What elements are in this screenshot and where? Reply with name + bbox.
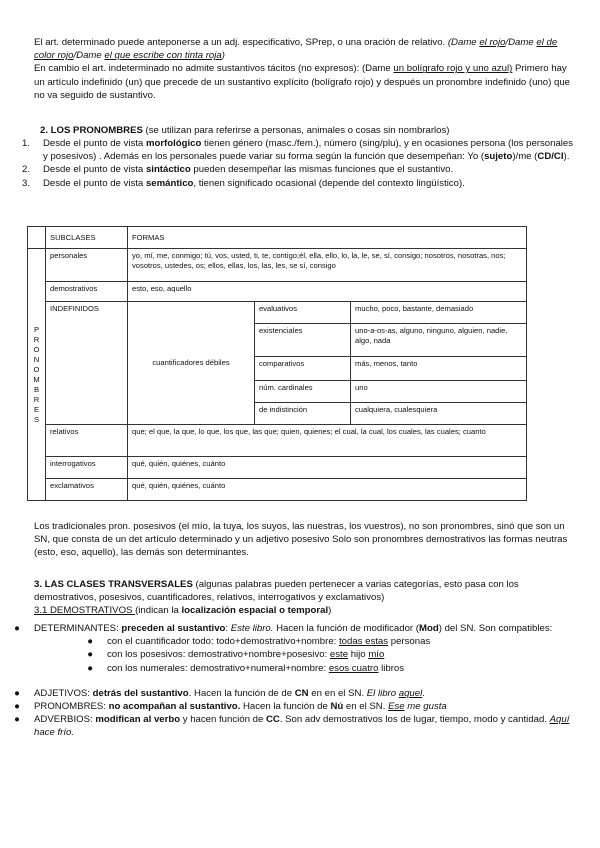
bullet-icon: ● bbox=[14, 623, 20, 634]
bullet-icon: ● bbox=[87, 649, 93, 661]
table-row: de indistinción cualquiera, cualesquiera bbox=[28, 403, 527, 425]
pronoun-points-list bbox=[22, 137, 578, 190]
bullet-icon: ● bbox=[14, 714, 20, 726]
table-row: INDEFINIDOS cuantificadores débiles evaluativos mucho, poco, bastante, demasiado bbox=[28, 302, 527, 324]
intro-paragraph-2: En cambio el art. indeterminado no admite sustantivos tácitos (no expresos): (Dame un bolígrafo rojo y uno azul) Primero hay un artículo indefinido (un) que precede de un sustantivo explícito (bolígrafo rojo) y después un pronombre indefinido (uno) que no va seguido de sustantivo. bbox=[34, 63, 570, 101]
table-row: núm. cardinales uno bbox=[28, 381, 527, 403]
bullet-icon: ● bbox=[14, 701, 20, 713]
list-item: 3. Desde el punto de vista semántico, tienen significado ocasional (depende del contexto lingüístico). bbox=[22, 177, 465, 189]
table-row: demostrativos esto, eso, aquello bbox=[28, 282, 527, 302]
list-item: 1. Desde el punto de vista morfológico tienen género (masc./fem.), número (sing/plu), y en ocasiones persona (los personales y posesivos) . Además en los personales puede variar su forma según la función que desempeñan: Yo (sujeto)/me (CD/CI). bbox=[22, 138, 574, 163]
bullet-icon: ● bbox=[87, 636, 93, 648]
pronouns-table bbox=[27, 226, 527, 501]
demonstratives-bullet-list bbox=[0, 622, 580, 740]
table-row: interrogativos qué, quién, quiénes, cuánto bbox=[28, 457, 527, 479]
table-row: existenciales uno-a-os-as, alguno, ninguno, alguien, nadie, algo, nada bbox=[28, 324, 527, 357]
intro-paragraph-1: El art. determinado puede anteponerse a un adj. especificativo, SPrep, o una oración de relativo. (Dame el rojo/Dame el de color rojo/Dame el que escribe con tinta roja) bbox=[34, 37, 558, 62]
list-item: ● DETERMINANTES: preceden al sustantivo: Este libro. Hacen la función de modificador (Mod) del SN. Son compatibles: bbox=[0, 622, 580, 635]
intro-paragraphs bbox=[34, 36, 574, 102]
after-table-paragraph: Los tradicionales pron. posesivos (el mío, la tuya, los suyos, las nuestras, los vuestros), no son pronombres, sinó que son un SN, que consta de un det artículo determinado y un adjetivo posesivo Solo son pronombres demostrativos las formas neutras (esto, eso, aquello), las demás son determinantes. bbox=[34, 521, 568, 559]
table-row: P R O N O M B R E S personales yo, mí, me, conmigo; tú, vos, usted, ti, te, contigo;él, ella, ello, lo, la, le, se, sí, consigo; nosotros, nosotras, nos; vosotros, ustedes, os; ellos, ellas, los, las, les, se sí, consigo bbox=[28, 249, 527, 282]
vertical-label: P R O N O M B R E S bbox=[28, 249, 46, 501]
section-2-heading: 2. LOS PRONOMBRES (se utilizan para referirse a personas, animales o cosas sin nombrarlos) bbox=[40, 125, 450, 136]
bullet-icon: ● bbox=[87, 662, 93, 674]
list-item: ● con los posesivos: demostrativo+nombre+posesivo: este hijo mío bbox=[0, 648, 580, 661]
section-3-heading: 3. LAS CLASES TRANSVERSALES (algunas palabras pueden pertenecer a varias categorías, esto pasa con los demostrativos, posesivos, cuantificadores, relativos, interrogativos y exclamativos) bbox=[34, 579, 519, 604]
section-3 bbox=[34, 578, 579, 618]
list-item: ● con los numerales: demostrativo+numeral+nombre: esos cuatro libros bbox=[0, 662, 580, 675]
list-item: ● con el cuantificador todo: todo+demostrativo+nombre: todas estas personas bbox=[0, 635, 580, 648]
table-row: exclamativos qué, quién, quiénes, cuánto bbox=[28, 479, 527, 501]
header-formas: FORMAS bbox=[128, 227, 527, 249]
table-row: relativos que; el que, la que, lo que, los que, las que; quien, quienes; el cual, la cual, los cuales, las cuales; cuanto bbox=[28, 425, 527, 457]
list-item: 2. Desde el punto de vista sintáctico pueden desempeñar las mismas funciones que el sustantivo. bbox=[22, 164, 454, 176]
header-subclases: SUBCLASES bbox=[46, 227, 128, 249]
table-row: comparativos más, menos, tanto bbox=[28, 357, 527, 381]
bullet-icon: ● bbox=[14, 687, 20, 699]
list-item: ● ADVERBIOS: modifican al verbo y hacen función de CC. Son adv demostrativos los de lugar, tiempo, modo y cantidad. Aquí hace frío. bbox=[0, 713, 580, 739]
subsection-3-1: 3.1 DEMOSTRATIVOS (indican la localización espacial o temporal) bbox=[34, 605, 332, 617]
list-item: ● PRONOMBRES: no acompañan al sustantivo. Hacen la función de Nú en el SN. Ese me gusta bbox=[0, 700, 580, 713]
table-row bbox=[28, 227, 527, 249]
list-item: ● ADJETIVOS: detrás del sustantivo. Hacen la función de de CN en en el SN. El libro aquel. bbox=[0, 687, 580, 700]
